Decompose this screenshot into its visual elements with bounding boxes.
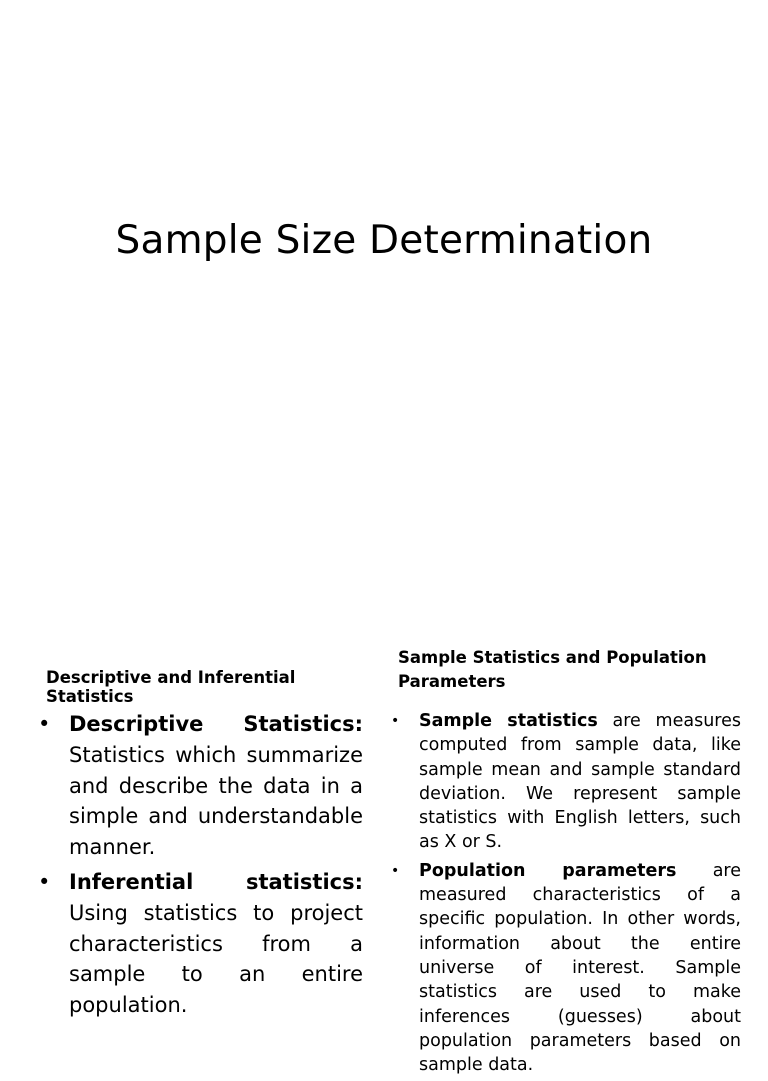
- list-item: [36, 709, 363, 863]
- bullet-icon: •: [391, 862, 400, 879]
- list-item: [36, 867, 363, 1021]
- bullet-icon: •: [38, 869, 51, 894]
- list-item: [390, 859, 741, 1078]
- sample-population-heading: Sample Statistics and Population Parameters: [398, 648, 707, 691]
- bullet-icon: •: [391, 713, 400, 729]
- term-definition: are measures computed from sample data, like sample mean and sample standard deviation. We represent sample statistics with English letters, such as X or S.: [419, 711, 741, 853]
- term-definition: Statistics which summarize and describe the data in a simple and understandable manner.: [69, 742, 363, 860]
- bullet-icon: •: [38, 712, 51, 736]
- term-label: Sample statistics: [419, 711, 598, 731]
- list-item: [390, 709, 741, 855]
- term-definition: are measured characteristics of a specific population. In other words, information about the entire universe of interest. Sample statistics are used to make inferences (guesses) about population parameters based on sample data.: [419, 860, 741, 1076]
- term-definition: Using statistics to project characteristics from a sample to an entire population.: [69, 900, 363, 1018]
- term-label: Descriptive Statistics:: [69, 712, 363, 736]
- term-label: Population parameters: [419, 860, 677, 881]
- descriptive-inferential-list: [36, 709, 363, 1025]
- term-label: Inferential statistics:: [69, 869, 363, 894]
- descriptive-inferential-heading: Descriptive and Inferential Statistics: [46, 668, 296, 706]
- sample-population-list: [390, 709, 741, 1081]
- slide-title: Sample Size Determination: [115, 218, 653, 263]
